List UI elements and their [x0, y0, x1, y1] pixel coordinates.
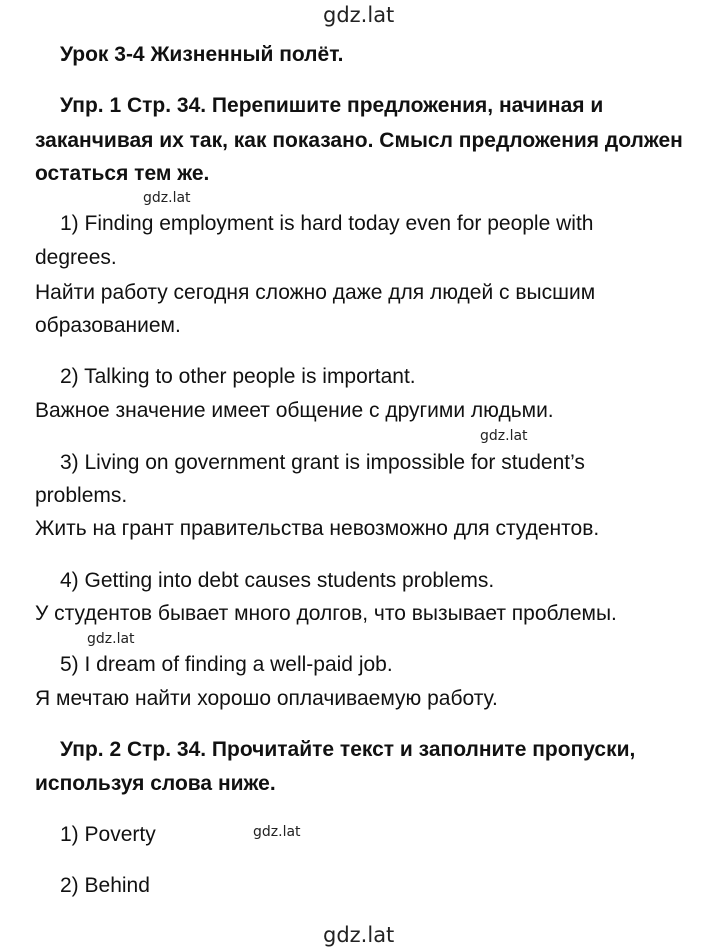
item-english-line: 3) Living on government grant is impossible for student’s [60, 451, 585, 474]
watermark-bottom: gdz.lat [323, 923, 395, 947]
exercise2-answer: 2) Behind [60, 874, 150, 897]
item-russian-line: Я мечтаю найти хорошо оплачиваемую работу. [35, 687, 498, 710]
watermark-after-heading: gdz.lat [143, 190, 191, 206]
watermark-after-item2: gdz.lat [480, 428, 528, 444]
item-russian-line: образованием. [35, 314, 181, 337]
item-russian-line: Жить на грант правительства невозможно для студентов. [35, 517, 600, 540]
item-english-line: 2) Talking to other people is important. [60, 365, 416, 388]
item-russian-line: Найти работу сегодня сложно даже для людей с высшим [35, 281, 596, 304]
exercise1-heading-line: остаться тем же. [35, 162, 210, 185]
exercise2-heading-line: Упр. 2 Стр. 34. Прочитайте текст и заполните пропуски, [60, 738, 636, 761]
item-russian-line: Важное значение имеет общение с другими людьми. [35, 399, 554, 422]
item-russian-line: У студентов бывает много долгов, что вызывает проблемы. [35, 602, 617, 625]
item-english-line: 4) Getting into debt causes students problems. [60, 569, 495, 592]
exercise2-heading-line: используя слова ниже. [35, 772, 276, 795]
item-english-line: problems. [35, 484, 128, 507]
watermark-after-item4: gdz.lat [87, 631, 135, 647]
item-english-line: degrees. [35, 246, 117, 269]
item-english-line: 1) Finding employment is hard today even for people with [60, 212, 594, 235]
watermark-top: gdz.lat [323, 3, 395, 27]
exercise1-heading-line: Упр. 1 Стр. 34. Перепишите предложения, начиная и [60, 94, 604, 117]
lesson-title: Урок 3-4 Жизненный полёт. [60, 43, 344, 66]
exercise1-heading-line: заканчивая их так, как показано. Смысл предложения должен [35, 129, 683, 152]
watermark-near-answer1: gdz.lat [253, 824, 301, 840]
exercise2-answer: 1) Poverty [60, 823, 156, 846]
item-english-line: 5) I dream of finding a well-paid job. [60, 653, 393, 676]
